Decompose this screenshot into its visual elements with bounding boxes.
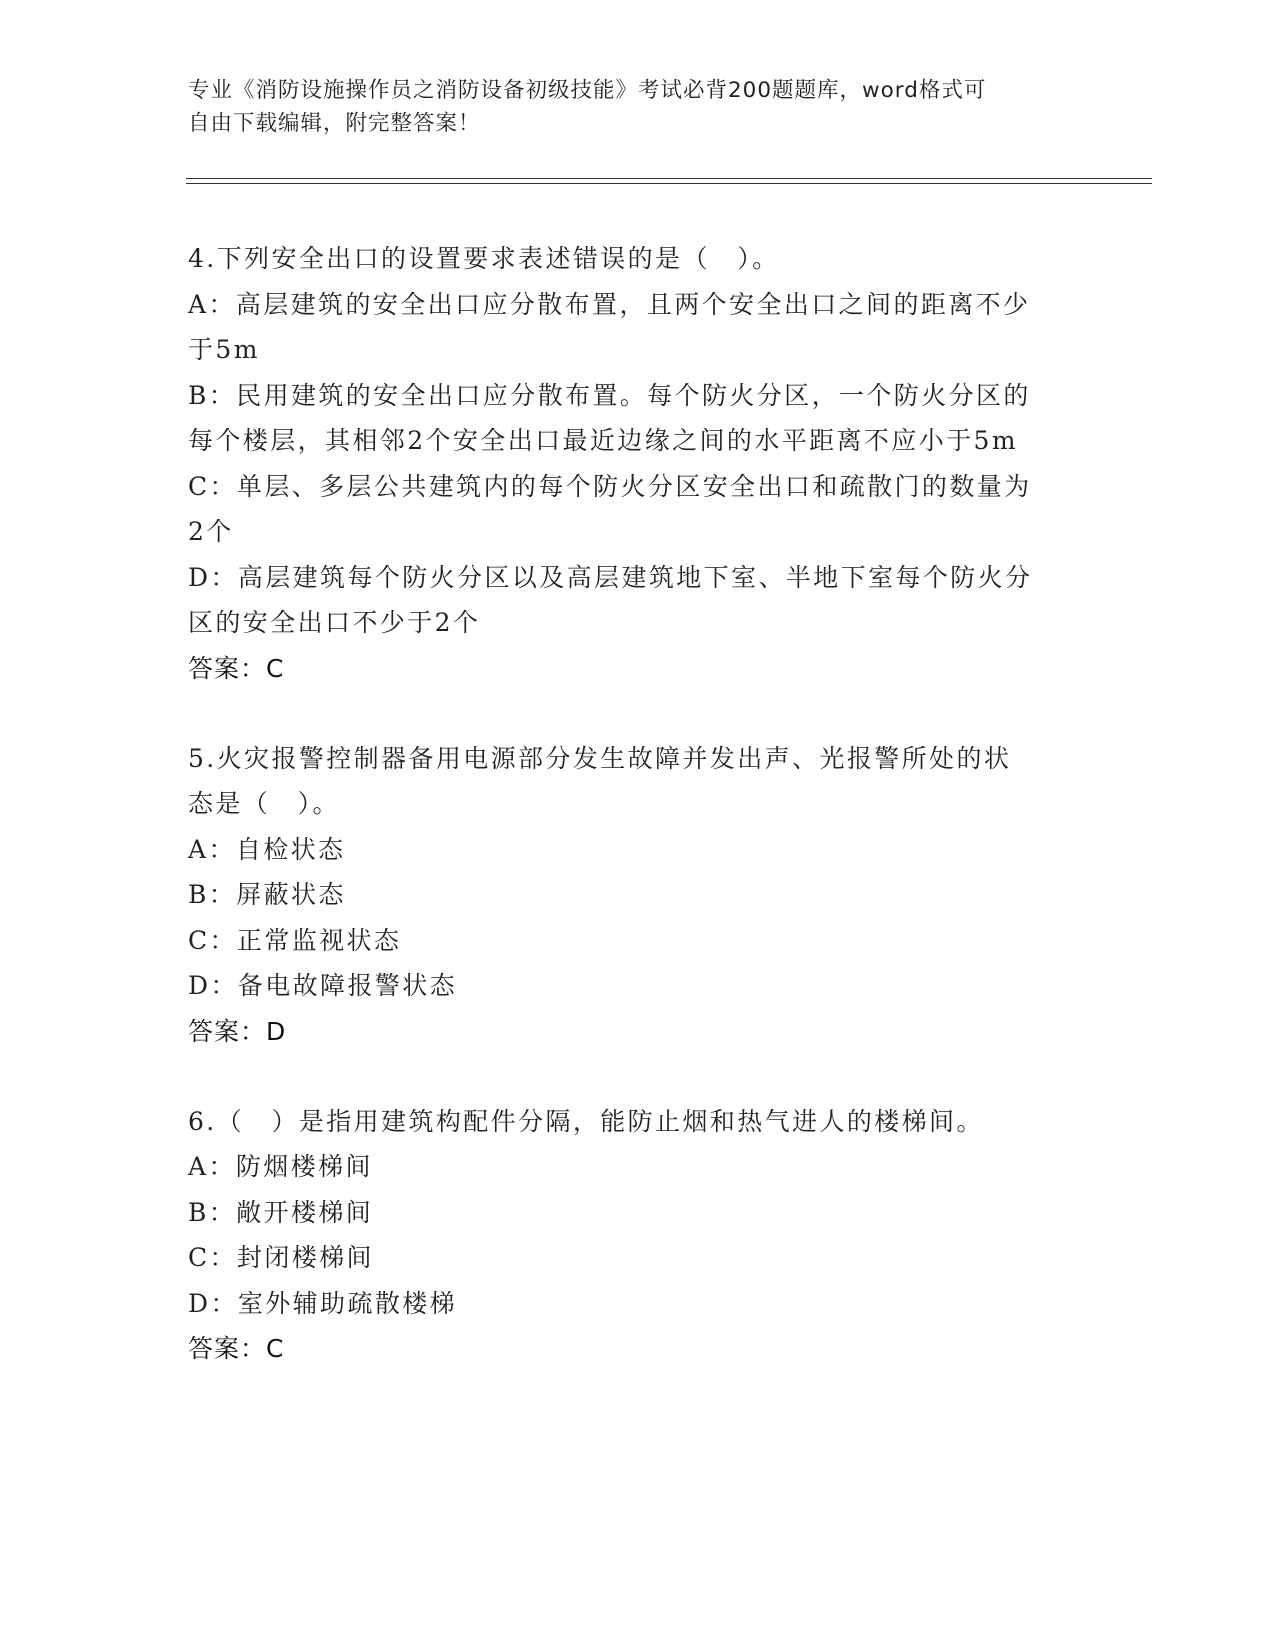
question-stem: 5.火灾报警控制器备用电源部分发生故障并发出声、光报警所处的状: [188, 743, 1012, 773]
option-d: D：高层建筑每个防火分区以及高层建筑地下室、半地下室每个防火分: [188, 562, 1033, 592]
header-line-1: 专业《消防设施操作员之消防设备初级技能》考试必背200题题库，word格式可: [188, 78, 987, 103]
answer-label: 答案：D: [188, 1016, 287, 1046]
option-a-continued: 于5m: [188, 335, 260, 364]
header-divider-bottom: [186, 183, 1152, 184]
option-a: A：自检状态: [188, 834, 346, 864]
option-a: A：防烟楼梯间: [188, 1152, 373, 1181]
option-c: C：正常监视状态: [188, 925, 402, 955]
answer-label: 答案：C: [188, 1334, 285, 1363]
question-stem: 4.下列安全出口的设置要求表述错误的是（ ）。: [188, 244, 780, 273]
option-d: D：备电故障报警状态: [188, 971, 458, 1000]
document-header: [188, 74, 1068, 140]
option-b-continued: 每个楼层，其相邻2个安全出口最近边缘之间的水平距离不应小于5m: [188, 426, 1018, 455]
question-list: [188, 236, 1088, 1416]
question-stem-continued: 态是（ ）。: [188, 789, 340, 818]
header-divider-top: [186, 178, 1152, 179]
question-6: [188, 1099, 1088, 1373]
option-c-continued: 2个: [188, 517, 234, 546]
question-stem: 6.（ ）是指用建筑构配件分隔，能防止烟和热气进人的楼梯间。: [188, 1106, 984, 1136]
option-b: B：屏蔽状态: [188, 880, 346, 909]
question-5: [188, 736, 1088, 1055]
option-d: D：室外辅助疏散楼梯: [188, 1288, 458, 1318]
answer-label: 答案：C: [188, 653, 285, 683]
option-c: C：封闭楼梯间: [188, 1243, 374, 1272]
question-4: [188, 236, 1088, 692]
option-a: A：高层建筑的安全出口应分散布置，且两个安全出口之间的距离不少: [188, 289, 1031, 319]
option-b: B：敞开楼梯间: [188, 1197, 374, 1227]
option-b: B：民用建筑的安全出口应分散布置。每个防火分区，一个防火分区的: [188, 380, 1031, 410]
option-c: C：单层、多层公共建筑内的每个防火分区安全出口和疏散门的数量为: [188, 471, 1032, 501]
option-d-continued: 区的安全出口不少于2个: [188, 608, 481, 637]
header-line-2: 自由下载编辑，附完整答案！: [188, 111, 481, 136]
